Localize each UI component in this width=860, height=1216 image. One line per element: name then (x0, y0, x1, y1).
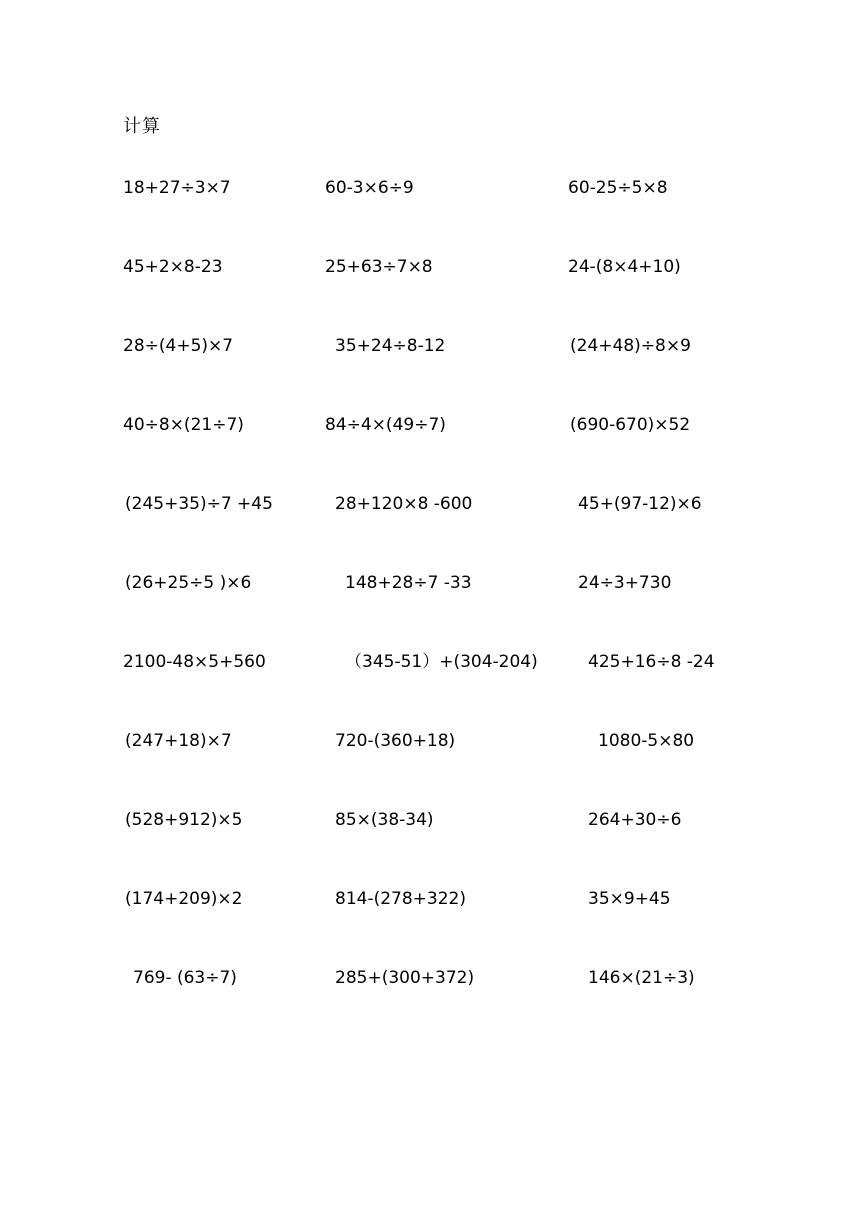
problem-r4-c1: 40÷8×(21÷7) (123, 415, 244, 435)
problem-r3-c1: 28÷(4+5)×7 (123, 336, 234, 356)
problem-r5-c1: (245+35)÷7 +45 (125, 494, 273, 514)
problem-r2-c2: 25+63÷7×8 (325, 257, 433, 277)
problem-r3-c3: (24+48)÷8×9 (570, 336, 691, 356)
problem-r10-c2: 814-(278+322) (335, 889, 466, 909)
worksheet-title: 计算 (123, 116, 161, 137)
problem-r11-c2: 285+(300+372) (335, 968, 475, 988)
problem-r1-c1: 18+27÷3×7 (123, 178, 231, 198)
problem-r8-c2: 720-(360+18) (335, 731, 456, 751)
problem-r5-c2: 28+120×8 -600 (335, 494, 473, 514)
problem-r7-c2: （345-51）+(304-204) (345, 652, 538, 672)
problem-r8-c1: (247+18)×7 (125, 731, 232, 751)
problem-r9-c2: 85×(38-34) (335, 810, 434, 830)
problem-r7-c3: 425+16÷8 -24 (588, 652, 715, 672)
problem-r10-c1: (174+209)×2 (125, 889, 243, 909)
problem-r4-c3: (690-670)×52 (570, 415, 691, 435)
problem-r5-c3: 45+(97-12)×6 (578, 494, 702, 514)
problem-r11-c1: 769- (63÷7) (133, 968, 237, 988)
problem-r6-c1: (26+25÷5 )×6 (125, 573, 252, 593)
problem-r1-c2: 60-3×6÷9 (325, 178, 414, 198)
problem-r11-c3: 146×(21÷3) (588, 968, 695, 988)
problem-r4-c2: 84÷4×(49÷7) (325, 415, 446, 435)
problem-r2-c1: 45+2×8-23 (123, 257, 223, 277)
problem-r3-c2: 35+24÷8-12 (335, 336, 446, 356)
problem-r8-c3: 1080-5×80 (598, 731, 695, 751)
problem-r9-c1: (528+912)×5 (125, 810, 243, 830)
problem-r10-c3: 35×9+45 (588, 889, 671, 909)
problem-r6-c2: 148+28÷7 -33 (345, 573, 472, 593)
problem-r7-c1: 2100-48×5+560 (123, 652, 266, 672)
problem-r2-c3: 24-(8×4+10) (568, 257, 681, 277)
problem-r1-c3: 60-25÷5×8 (568, 178, 668, 198)
problem-r9-c3: 264+30÷6 (588, 810, 682, 830)
problem-r6-c3: 24÷3+730 (578, 573, 672, 593)
